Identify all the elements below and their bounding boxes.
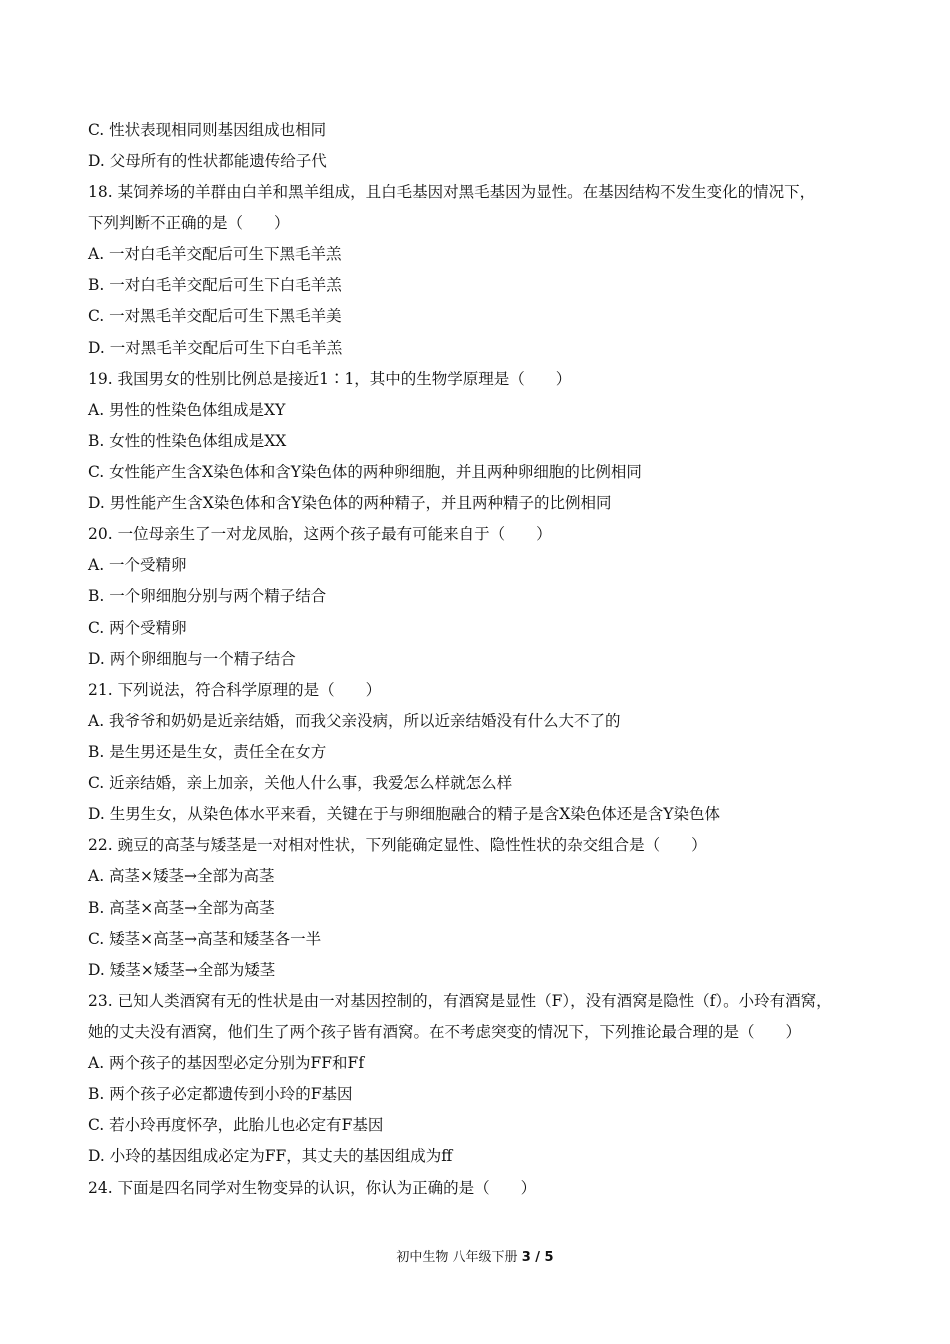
text-line: 下列判断不正确的是（ ）	[88, 214, 290, 232]
text-line: 23. 已知人类酒窝有无的性状是由一对基因控制的，有酒窝是显性（F），没有酒窝是隐性（f）。小玲有酒窝，	[88, 992, 832, 1010]
text-line: A. 高茎×矮茎→全部为高茎	[88, 867, 275, 885]
text-line: 24. 下面是四名同学对生物变异的认识，你认为正确的是（ ）	[88, 1179, 537, 1197]
text-line: D. 矮茎×矮茎→全部为矮茎	[88, 961, 276, 979]
text-line: A. 我爷爷和奶奶是近亲结婚，而我父亲没病，所以近亲结婚没有什么大不了的	[88, 712, 621, 730]
text-line: C. 女性能产生含X染色体和含Y染色体的两种卵细胞，并且两种卵细胞的比例相同	[88, 463, 642, 481]
text-line: D. 小玲的基因组成必定为FF，其丈夫的基因组成为ff	[88, 1147, 453, 1165]
text-line: 21. 下列说法，符合科学原理的是（ ）	[88, 681, 382, 699]
page-number: 3 / 5	[521, 1250, 554, 1265]
text-line: C. 两个受精卵	[88, 619, 187, 637]
page-footer	[0, 1249, 950, 1267]
text-line: A. 一对白毛羊交配后可生下黑毛羊羔	[88, 245, 342, 263]
text-line: B. 两个孩子必定都遗传到小玲的F基因	[88, 1085, 353, 1103]
text-line: 19. 我国男女的性别比例总是接近1∶1，其中的生物学原理是（ ）	[88, 370, 572, 388]
text-line: A. 一个受精卵	[88, 556, 187, 574]
text-line: B. 女性的性染色体组成是XX	[88, 432, 287, 450]
text-line: 18. 某饲养场的羊群由白羊和黑羊组成，且白毛基因对黑毛基因为显性。在基因结构不发生变化的情况下，	[88, 183, 816, 201]
text-line: B. 高茎×高茎→全部为高茎	[88, 899, 275, 917]
text-line: D. 生男生女，从染色体水平来看，关键在于与卵细胞融合的精子是含X染色体还是含Y染色体	[88, 805, 720, 823]
text-line: 22. 豌豆的高茎与矮茎是一对相对性状，下列能确定显性、隐性性状的杂交组合是（ ）	[88, 836, 707, 854]
text-line: 她的丈夫没有酒窝，他们生了两个孩子皆有酒窝。在不考虑突变的情况下，下列推论最合理的是（ ）	[88, 1023, 802, 1041]
text-line: B. 一个卵细胞分别与两个精子结合	[88, 587, 327, 605]
text-line: C. 矮茎×高茎→高茎和矮茎各一半	[88, 930, 322, 948]
text-line: D. 父母所有的性状都能遗传给子代	[88, 152, 327, 170]
text-line: C. 性状表现相同则基因组成也相同	[88, 121, 327, 139]
text-line: D. 男性能产生含X染色体和含Y染色体的两种精子，并且两种精子的比例相同	[88, 494, 612, 512]
text-line: C. 一对黑毛羊交配后可生下黑毛羊美	[88, 307, 342, 325]
text-line: D. 一对黑毛羊交配后可生下白毛羊羔	[88, 339, 343, 357]
text-line: D. 两个卵细胞与一个精子结合	[88, 650, 296, 668]
text-line: A. 两个孩子的基因型必定分别为FF和Ff	[88, 1054, 365, 1072]
footer-title: 初中生物 八年级下册	[396, 1250, 518, 1265]
text-line: B. 是生男还是生女，责任全在女方	[88, 743, 327, 761]
text-line: A. 男性的性染色体组成是XY	[88, 401, 286, 419]
text-line: C. 若小玲再度怀孕，此胎儿也必定有F基因	[88, 1116, 384, 1134]
text-line: B. 一对白毛羊交配后可生下白毛羊羔	[88, 276, 342, 294]
text-line: 20. 一位母亲生了一对龙凤胎，这两个孩子最有可能来自于（ ）	[88, 525, 552, 543]
text-line: C. 近亲结婚，亲上加亲，关他人什么事，我爱怎么样就怎么样	[88, 774, 513, 792]
